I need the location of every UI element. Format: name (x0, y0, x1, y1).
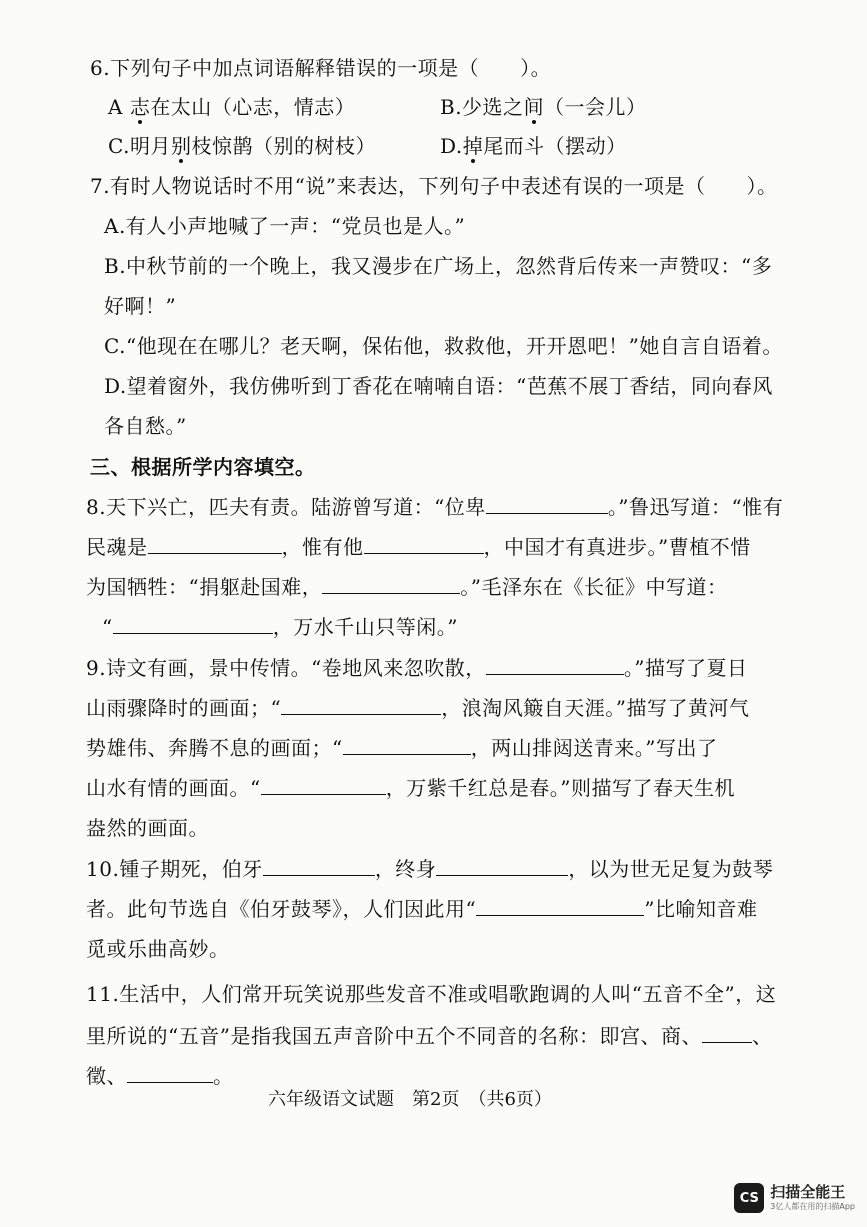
q9-blank-1[interactable] (486, 654, 624, 675)
q11-blank-2[interactable] (127, 1062, 213, 1083)
q8-text: 为国牺牲：“捐躯赴国难， (86, 575, 323, 599)
q10-line2 (86, 895, 757, 923)
q9-blank-3[interactable] (343, 734, 471, 755)
q11-text: 、 (751, 1024, 773, 1048)
q7-option-b-line1: B.中秋节前的一个晚上，我又漫步在广场上，忽然背后传来一声赞叹：“多 (104, 254, 773, 278)
watermark-text (770, 1185, 855, 1211)
q10-text: ，终身 (374, 857, 437, 881)
q7-option-d-line2: 各自愁。” (104, 414, 187, 438)
q6-b-text: （一会儿） (544, 95, 647, 119)
watermark-subtitle: 3亿人都在用的扫描App (770, 1202, 855, 1211)
q8-line2 (86, 533, 751, 561)
q9-line5: 盎然的画面。 (86, 816, 209, 840)
q8-line3 (86, 573, 727, 601)
q8-blank-4[interactable] (322, 573, 460, 594)
q9-blank-2[interactable] (281, 694, 441, 715)
q10-blank-1[interactable] (263, 855, 375, 876)
q11-line3 (86, 1062, 234, 1090)
q6-b-label: B.少选之 (440, 95, 524, 119)
q7-option-b-line2: 好啊！” (104, 294, 177, 318)
q9-text: ，两山排闼送青来。”写出了 (470, 736, 718, 760)
q9-text: 。”描写了夏日 (623, 656, 748, 680)
q6-c-text: 枝惊鹊（别的树枝） (191, 134, 376, 158)
q7-option-d-line1: D.望着窗外，我仿佛听到丁香花在喃喃自语：“芭蕉不展丁香结，同向春风 (104, 374, 773, 398)
q6-option-b (440, 93, 647, 121)
q11-text: 里所说的“五音”是指我国五声音阶中五个不同音的名称：即宫、商、 (86, 1024, 702, 1048)
q10-blank-2[interactable] (436, 855, 568, 876)
q9-text: 山水有情的画面。“ (86, 776, 261, 800)
q10-blank-3[interactable] (476, 895, 644, 916)
q6-b-dotted-word: 间 (523, 95, 545, 119)
q6-option-a (108, 93, 355, 121)
scanner-watermark (734, 1183, 855, 1213)
q8-blank-2[interactable] (148, 533, 282, 554)
q8-line1 (86, 493, 783, 521)
page-footer: 六年级语文试题 第2页 （共6页） (268, 1089, 552, 1110)
q6-option-d (440, 132, 627, 160)
q9-line3 (86, 734, 717, 762)
q6-a-label: A (108, 95, 130, 119)
q6-a-dotted-word: 志 (129, 95, 151, 119)
q8-blank-1[interactable] (486, 493, 608, 514)
q11-line1: 11.生活中，人们常开玩笑说那些发音不准或唱歌跑调的人叫“五音不全”，这 (86, 982, 777, 1006)
q7-option-c: C.“他现在在哪儿？老天啊，保佑他，救救他，开开恩吧！”她自言自语着。 (104, 334, 783, 358)
q9-line1 (86, 654, 748, 682)
q8-text: 。”鲁迅写道：“惟有 (607, 495, 784, 519)
q6-d-text: 尾而斗（摆动） (483, 134, 627, 158)
q10-text: ”比喻知音难 (644, 897, 758, 921)
q6-stem: 6.下列句子中加点词语解释错误的一项是（ ）。 (90, 56, 552, 80)
q8-text: ，惟有他 (281, 535, 364, 559)
q6-a-text: 在太山（心志，情志） (150, 95, 356, 119)
q9-text: 9.诗文有画，景中传情。“卷地风来忽吹散， (86, 656, 486, 680)
q8-blank-3[interactable] (364, 533, 484, 554)
section-3-heading: 三、根据所学内容填空。 (90, 455, 316, 479)
q9-text: ，万紫千红总是春。”则描写了春天生机 (385, 776, 735, 800)
q10-text: 10.锺子期死，伯牙 (86, 857, 263, 881)
q8-text: 民魂是 (86, 535, 148, 559)
q11-line2 (86, 1022, 772, 1050)
q6-c-dotted-word: 别 (170, 134, 192, 158)
q6-d-label: D. (440, 134, 463, 158)
q11-blank-1[interactable] (702, 1022, 752, 1043)
q8-line4 (102, 613, 458, 641)
q9-text: ，浪淘风簸自天涯。”描写了黄河气 (441, 696, 750, 720)
q8-text: 8.天下兴亡，匹夫有责。陆游曾写道：“位卑 (86, 495, 486, 519)
q11-text: 徵、 (86, 1064, 127, 1088)
q10-line1 (86, 855, 773, 883)
q10-line3: 觅或乐曲高妙。 (86, 937, 230, 961)
q10-text: ，以为世无足复为鼓琴 (568, 857, 774, 881)
camscanner-logo-icon: CS (734, 1183, 764, 1213)
q10-text: 者。此句节选自《伯牙鼓琴》，人们因此用“ (86, 897, 477, 921)
q8-text: ，万水千山只等闲。” (272, 615, 458, 639)
q9-blank-4[interactable] (261, 774, 386, 795)
q7-stem: 7.有时人物说话时不用“说”来表达，下列句子中表述有误的一项是（ ）。 (90, 174, 778, 198)
q9-line4 (86, 774, 735, 802)
q9-text: 山雨骤降时的画面；“ (86, 696, 282, 720)
q9-text: 势雄伟、奔腾不息的画面；“ (86, 736, 343, 760)
q8-text: ，中国才有真进步。”曹植不惜 (483, 535, 751, 559)
q8-blank-5[interactable] (113, 613, 273, 634)
q8-text: 。”毛泽东在《长征》中写道： (460, 575, 728, 599)
q6-d-dotted-word: 掉 (462, 134, 484, 158)
q6-option-c (108, 132, 376, 160)
q7-option-a: A.有人小声地喊了一声：“党员也是人。” (104, 214, 466, 238)
watermark-name: 扫描全能王 (770, 1183, 846, 1201)
q8-text: “ (102, 615, 113, 639)
q6-c-label: C.明月 (108, 134, 171, 158)
q11-text: 。 (213, 1064, 234, 1088)
q9-line2 (86, 694, 749, 722)
